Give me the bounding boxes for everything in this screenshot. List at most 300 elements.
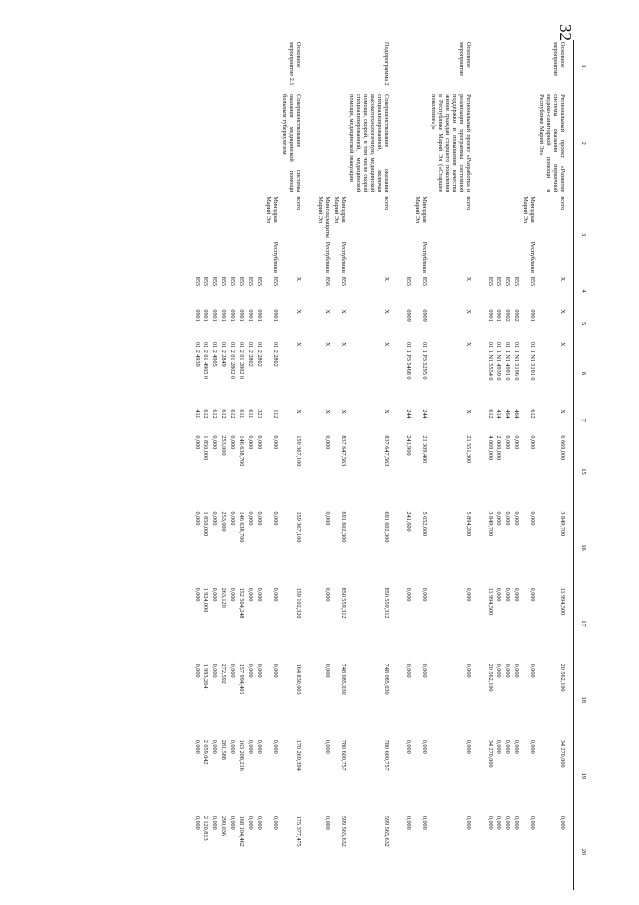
table-cell: X: [383, 341, 391, 347]
table-cell: X: [383, 409, 391, 414]
table-cell: 0,000: [256, 663, 264, 678]
table-cell: X: [339, 309, 347, 314]
table-cell: 0,000: [513, 435, 521, 450]
table-cell: 0,000: [272, 511, 279, 526]
table-cell: всего: [464, 196, 472, 211]
table-cell: 612: [229, 409, 237, 419]
table-cell: 2 120,813: [202, 815, 210, 841]
table-cell: [218, 194, 227, 274]
spacer-cell: [397, 92, 403, 194]
table-cell: X: [559, 309, 566, 314]
table-cell: 112: [272, 409, 279, 419]
table-cell: 0,000: [421, 739, 428, 754]
table-cell: 0,000: [504, 511, 512, 526]
table-cell: 01 2 01 2802 0: [238, 341, 246, 380]
spacer-cell: [309, 586, 315, 662]
table-cell: 0901: [229, 309, 237, 322]
table-cell: 01 2 2802: [256, 341, 264, 367]
table-cell: 855: [405, 276, 413, 287]
table-cell: 0,000: [272, 435, 279, 450]
table-cell: 0,000: [323, 663, 331, 678]
table-cell: 281,588: [220, 739, 228, 760]
spacer-cell: [397, 433, 403, 509]
table-cell: 855: [272, 276, 279, 287]
table-cell: [494, 40, 503, 92]
spacer-cell: [309, 407, 315, 433]
table-cell: 855: [529, 276, 537, 287]
table-cell: 599 565,632: [383, 815, 391, 847]
table-cell: 01 2 4905: [211, 341, 219, 367]
table-cell: 0,000: [211, 663, 219, 678]
table-cell: 0901: [272, 309, 279, 322]
table-cell: 0,000: [193, 435, 201, 450]
table-cell: X: [559, 409, 566, 414]
table-cell: X: [464, 276, 472, 282]
table-cell: [412, 40, 428, 92]
table-cell: 0,000: [211, 739, 219, 754]
table-cell: [315, 40, 331, 92]
table-cell: [227, 194, 236, 274]
table-cell: 0,000: [323, 587, 331, 602]
table-cell: 0,000: [229, 739, 237, 754]
table-cell: 0901: [495, 309, 503, 322]
table-cell: [210, 40, 219, 92]
table-cell: 157 994,401: [238, 663, 246, 695]
table-cell: X: [464, 309, 472, 314]
table-cell: 0901: [529, 309, 537, 322]
table-cell: 0901: [193, 309, 201, 322]
table-cell: X: [294, 341, 302, 347]
spacer-cell: [479, 40, 485, 92]
spacer-cell: [479, 738, 485, 814]
table-cell: 0,000: [323, 815, 331, 830]
table-cell: 253,000: [220, 435, 228, 456]
table-cell: 11 994,500: [559, 587, 566, 616]
table-cell: [403, 40, 412, 92]
table-cell: [236, 92, 245, 194]
table-cell: 780 600,757: [339, 739, 347, 771]
table-cell: 0,000: [504, 587, 512, 602]
spacer-cell: [479, 407, 485, 433]
table-cell: [503, 92, 512, 194]
table-cell: 0,000: [464, 663, 472, 678]
column-header: 19: [574, 738, 593, 814]
table-cell: 464: [513, 409, 521, 419]
table-cell: 612: [202, 409, 210, 419]
table-cell: 855: [229, 276, 237, 287]
group-spacer: [397, 40, 403, 890]
table-cell: 0,000: [211, 511, 219, 526]
table-cell: 0,000: [529, 511, 537, 526]
spacer-cell: [309, 814, 315, 890]
spacer-cell: [397, 194, 403, 274]
spacer-cell: [479, 586, 485, 662]
table-cell: [494, 194, 503, 274]
spacer-cell: [397, 340, 403, 407]
table-cell: 01 1 N1 4991 0: [504, 341, 512, 381]
table-row: [403, 40, 412, 890]
table-cell: 837 647,563: [339, 435, 347, 467]
table-cell: 850 559,312: [383, 587, 391, 619]
table-cell: 0901: [211, 309, 219, 322]
table-cell: [192, 92, 201, 194]
column-header: 6: [574, 340, 593, 407]
table-cell: Минздрав Республики Марий Эл: [414, 196, 428, 273]
table-cell: [485, 92, 494, 194]
table-cell: всего: [559, 196, 566, 211]
table-cell: [331, 92, 347, 194]
table-cell: 146 638,700: [238, 511, 246, 543]
table-row: [511, 40, 520, 890]
table-cell: 34 270,000: [486, 739, 494, 768]
table-cell: 0,000: [193, 739, 201, 754]
spacer-cell: [397, 307, 403, 340]
table-cell: 01 2 01 4905 0: [202, 341, 210, 380]
table-cell: X: [383, 309, 391, 314]
table-cell: Основное мероприятие: [457, 42, 472, 77]
column-header: 7: [574, 407, 593, 433]
table-cell: Региональный проект «Развитие системы оказания первичной медико-санитарной помощи в Республике Марий Эл»: [538, 94, 566, 193]
column-header: 5: [574, 307, 593, 340]
table-cell: 0,000: [405, 663, 413, 678]
table-cell: X: [294, 276, 302, 282]
table-cell: X: [559, 276, 566, 282]
table-cell: 0901: [256, 309, 264, 322]
spacer-cell: [397, 275, 403, 308]
table-cell: 855: [220, 276, 228, 287]
table-cell: 855: [513, 276, 521, 287]
table-cell: 159 102,320: [294, 587, 302, 619]
table-cell: 0,000: [421, 663, 428, 678]
table-cell: Региональный проект «Разработка и реализация программы системной поддержки и повышения качества жизни граждан старшего поколения в Республике Марий Эл («Старшее поколение»)»: [429, 94, 472, 193]
table-cell: 0,000: [495, 815, 503, 830]
table-cell: 0,000: [272, 815, 279, 830]
table-cell: 6 669,000: [559, 435, 566, 461]
table-cell: 01 1 N1 4939 0: [495, 341, 503, 381]
spacer-cell: [309, 307, 315, 340]
table-cell: 0901: [247, 309, 255, 322]
table-row: [494, 40, 503, 890]
table-cell: X: [464, 409, 472, 414]
table-cell: 159 367,100: [294, 511, 302, 543]
table-cell: 1 924,000: [202, 587, 210, 613]
table-cell: 0,000: [247, 587, 255, 602]
table-row: [503, 40, 512, 890]
table-cell: Совершенствование системы оказания медицинской помощи больным туберкулезом: [280, 94, 302, 193]
spacer-cell: [479, 662, 485, 738]
table-cell: 612: [486, 409, 494, 419]
table-cell: 0,000: [405, 587, 413, 602]
spacer-cell: [309, 433, 315, 509]
table-cell: X: [323, 409, 331, 414]
spacer-cell: [309, 662, 315, 738]
column-header: 3: [574, 194, 593, 274]
table-cell: [218, 92, 227, 194]
table-cell: 0,000: [405, 739, 413, 754]
table-cell: 11 994,500: [486, 587, 494, 616]
table-cell: 0,000: [247, 435, 255, 450]
spacer-cell: [479, 340, 485, 407]
table-cell: [485, 40, 494, 92]
table-row: [485, 40, 494, 890]
table-cell: 01 1 N1 5554 0: [486, 341, 494, 381]
table-cell: [201, 194, 210, 274]
table-cell: 612: [211, 409, 219, 419]
spacer-cell: [479, 92, 485, 194]
table-cell: 0,000: [513, 815, 521, 830]
table-cell: 0,000: [247, 815, 255, 830]
table-cell: 0,000: [193, 587, 201, 602]
table-cell: 0,000: [529, 739, 537, 754]
table-row: [201, 40, 210, 890]
table-cell: [485, 194, 494, 274]
table-cell: 2 000,000: [495, 435, 503, 461]
table-cell: Основное мероприятие: [552, 42, 566, 77]
table-cell: 0,000: [513, 587, 521, 602]
header-row: [574, 40, 593, 890]
table-cell: [201, 40, 210, 92]
table-cell: 0,000: [421, 815, 428, 830]
spacer-cell: [479, 433, 485, 509]
column-header: 18: [574, 662, 593, 738]
table-cell: 175 377,475: [294, 815, 302, 847]
table-cell: [412, 92, 428, 194]
table-cell: 0,000: [272, 663, 279, 678]
table-cell: [511, 40, 520, 92]
table-cell: 0,000: [229, 435, 237, 450]
table-cell: [403, 92, 412, 194]
table-cell: 855: [193, 276, 201, 287]
table-cell: [494, 92, 503, 194]
table-cell: всего: [294, 196, 302, 211]
table-row: [210, 40, 219, 890]
table-row: [236, 40, 245, 890]
table-row: [428, 40, 479, 890]
table-cell: 0,000: [247, 511, 255, 526]
column-header: 17: [574, 586, 593, 662]
table-cell: [503, 40, 512, 92]
table-cell: [201, 92, 210, 194]
table-cell: 21 551,300: [464, 435, 472, 464]
table-cell: 855: [238, 276, 246, 287]
table-cell: 253,000: [220, 511, 228, 532]
table-cell: 01 2 2802: [272, 341, 279, 367]
table-cell: 850 559,312: [339, 587, 347, 619]
table-cell: 0,000: [495, 739, 503, 754]
column-header: 15: [574, 433, 593, 509]
table-cell: 321: [256, 409, 264, 419]
table-cell: [503, 194, 512, 274]
table-cell: 0,000: [529, 587, 537, 602]
table-cell: [218, 40, 227, 92]
table-cell: 0,000: [193, 511, 201, 526]
table-cell: [227, 40, 236, 92]
table-cell: X: [339, 341, 347, 347]
table-cell: 21 309,400: [421, 435, 428, 464]
table-cell: 01 2 2802: [247, 341, 255, 367]
column-header: 1: [574, 40, 593, 92]
table-cell: Основное мероприятие 2.1: [287, 42, 302, 86]
table-cell: 0,000: [247, 739, 255, 754]
table-cell: 837 647,563: [383, 435, 391, 467]
table-row: [536, 40, 573, 890]
table-cell: X: [339, 409, 347, 414]
table-cell: [210, 92, 219, 194]
table-cell: 0,000: [193, 815, 201, 830]
table-cell: 855: [256, 276, 264, 287]
table-cell: 1 850,000: [202, 435, 210, 461]
table-cell: 0,000: [256, 511, 264, 526]
spacer-cell: [397, 586, 403, 662]
table-cell: 01 1 N1 5191 0: [529, 341, 537, 381]
table-cell: 748 085,030: [339, 663, 347, 695]
table-cell: 855: [247, 276, 255, 287]
table-row: [412, 40, 428, 890]
table-cell: 244: [421, 409, 428, 419]
table-cell: 01 2 4939: [193, 341, 201, 367]
table-cell: 244: [405, 409, 413, 419]
table-row: [254, 40, 263, 890]
table-cell: 0909: [405, 309, 413, 322]
column-header: 4: [574, 275, 593, 308]
table-cell: 2 059,042: [202, 739, 210, 765]
table-cell: 855: [211, 276, 219, 287]
table-cell: 0,000: [211, 815, 219, 830]
spacer-cell: [397, 662, 403, 738]
table-cell: 0901: [486, 309, 494, 322]
table-cell: [254, 194, 263, 274]
table-row: [520, 40, 536, 890]
table-cell: X: [323, 309, 331, 314]
table-cell: 0,000: [405, 815, 413, 830]
table-cell: 1 993,264: [202, 663, 210, 689]
table-cell: [254, 40, 263, 92]
table-cell: 168 104,462: [238, 815, 246, 847]
table-cell: Совершенствование оказания специализированной, включая высокотехнологичную, медицинской помощи, скорой, в том числе скорой специализированной, медицинской помощи, медицинской эвакуации: [348, 94, 391, 193]
table-cell: 241,900: [405, 435, 413, 456]
table-cell: 0,000: [464, 815, 472, 830]
table-cell: X: [294, 309, 302, 314]
table-cell: 5 894,200: [464, 511, 472, 537]
table-cell: [520, 92, 536, 194]
table-row: [331, 40, 347, 890]
table-cell: 3 849,700: [559, 511, 566, 537]
table-cell: Минсоцзащиты Республики Марий Эл: [316, 196, 331, 273]
table-cell: 272,592: [220, 663, 228, 684]
table-cell: Минздрав Республики Марий Эл: [332, 196, 347, 273]
spacer-cell: [479, 510, 485, 586]
table-cell: 0902: [513, 309, 521, 322]
table-cell: [227, 92, 236, 194]
table-cell: 855: [504, 276, 512, 287]
table-cell: [331, 40, 347, 92]
table-cell: X: [323, 341, 331, 347]
table-cell: 0,000: [256, 587, 264, 602]
spacer-cell: [309, 340, 315, 407]
spacer-cell: [479, 275, 485, 308]
table-cell: 146 638,700: [238, 435, 246, 467]
table-cell: 0909: [421, 309, 428, 322]
table-cell: [315, 92, 331, 194]
table-cell: [263, 92, 279, 194]
table-cell: [511, 92, 520, 194]
group-spacer: [309, 40, 315, 890]
table-cell: 164 830,003: [294, 663, 302, 695]
table-cell: 0,000: [323, 739, 331, 754]
table-cell: 0902: [504, 309, 512, 322]
table-cell: 0,000: [229, 511, 237, 526]
page-number: 32: [556, 24, 575, 41]
table-cell: 464: [504, 409, 512, 419]
table-cell: 0,000: [421, 587, 428, 602]
table-cell: 0,000: [323, 511, 331, 526]
table-cell: 01 2 2849: [220, 341, 228, 367]
table-row: [218, 40, 227, 890]
budget-table: [192, 40, 592, 890]
spacer-cell: [309, 510, 315, 586]
spacer-cell: [479, 307, 485, 340]
table-cell: X: [383, 276, 391, 282]
table-cell: X: [294, 409, 302, 414]
table-cell: 0901: [220, 309, 228, 322]
table-cell: [520, 40, 536, 92]
rotated-table-area: [112, 40, 592, 890]
spacer-cell: [309, 92, 315, 194]
table-cell: 0,000: [504, 435, 512, 450]
spacer-cell: [309, 275, 315, 308]
table-cell: 20 562,100: [486, 663, 494, 692]
table-row: [245, 40, 254, 890]
spacer-cell: [397, 407, 403, 433]
table-cell: 0,000: [504, 739, 512, 754]
table-cell: 4 069,000: [486, 435, 494, 461]
table-cell: 0,000: [256, 435, 264, 450]
table-cell: Подпрограмма 2: [383, 42, 391, 86]
table-cell: 0,000: [256, 815, 264, 830]
table-cell: 34 270,000: [559, 739, 566, 768]
table-cell: [236, 40, 245, 92]
group-spacer: [479, 40, 485, 890]
table-cell: 0,000: [272, 739, 279, 754]
table-cell: 0,000: [513, 663, 521, 678]
table-cell: 0,000: [247, 663, 255, 678]
table-cell: 855: [421, 276, 428, 287]
table-cell: 691 602,300: [339, 511, 347, 543]
table-cell: 691 602,300: [383, 511, 391, 543]
table-cell: Минздрав Республики Марий Эл: [522, 196, 537, 273]
table-cell: 780 600,757: [383, 739, 391, 771]
spacer-cell: [309, 40, 315, 92]
table-cell: 855: [202, 276, 210, 287]
table-cell: 0,000: [529, 815, 537, 830]
table-row: [279, 40, 309, 890]
table-cell: 414: [495, 409, 503, 419]
table-cell: 855: [495, 276, 503, 287]
table-body: [192, 40, 574, 890]
column-header: 16: [574, 510, 593, 586]
table-cell: 612: [220, 409, 228, 419]
table-cell: 0,000: [229, 587, 237, 602]
table-cell: 170 269,394: [294, 739, 302, 771]
table-cell: 612: [529, 409, 537, 419]
table-cell: 611: [247, 409, 255, 419]
table-cell: 0,000: [529, 435, 537, 450]
table-cell: 263,120: [220, 587, 228, 608]
table-cell: 1 850,000: [202, 511, 210, 537]
table-cell: [254, 92, 263, 194]
table-cell: [245, 92, 254, 194]
table-cell: 0,000: [229, 663, 237, 678]
